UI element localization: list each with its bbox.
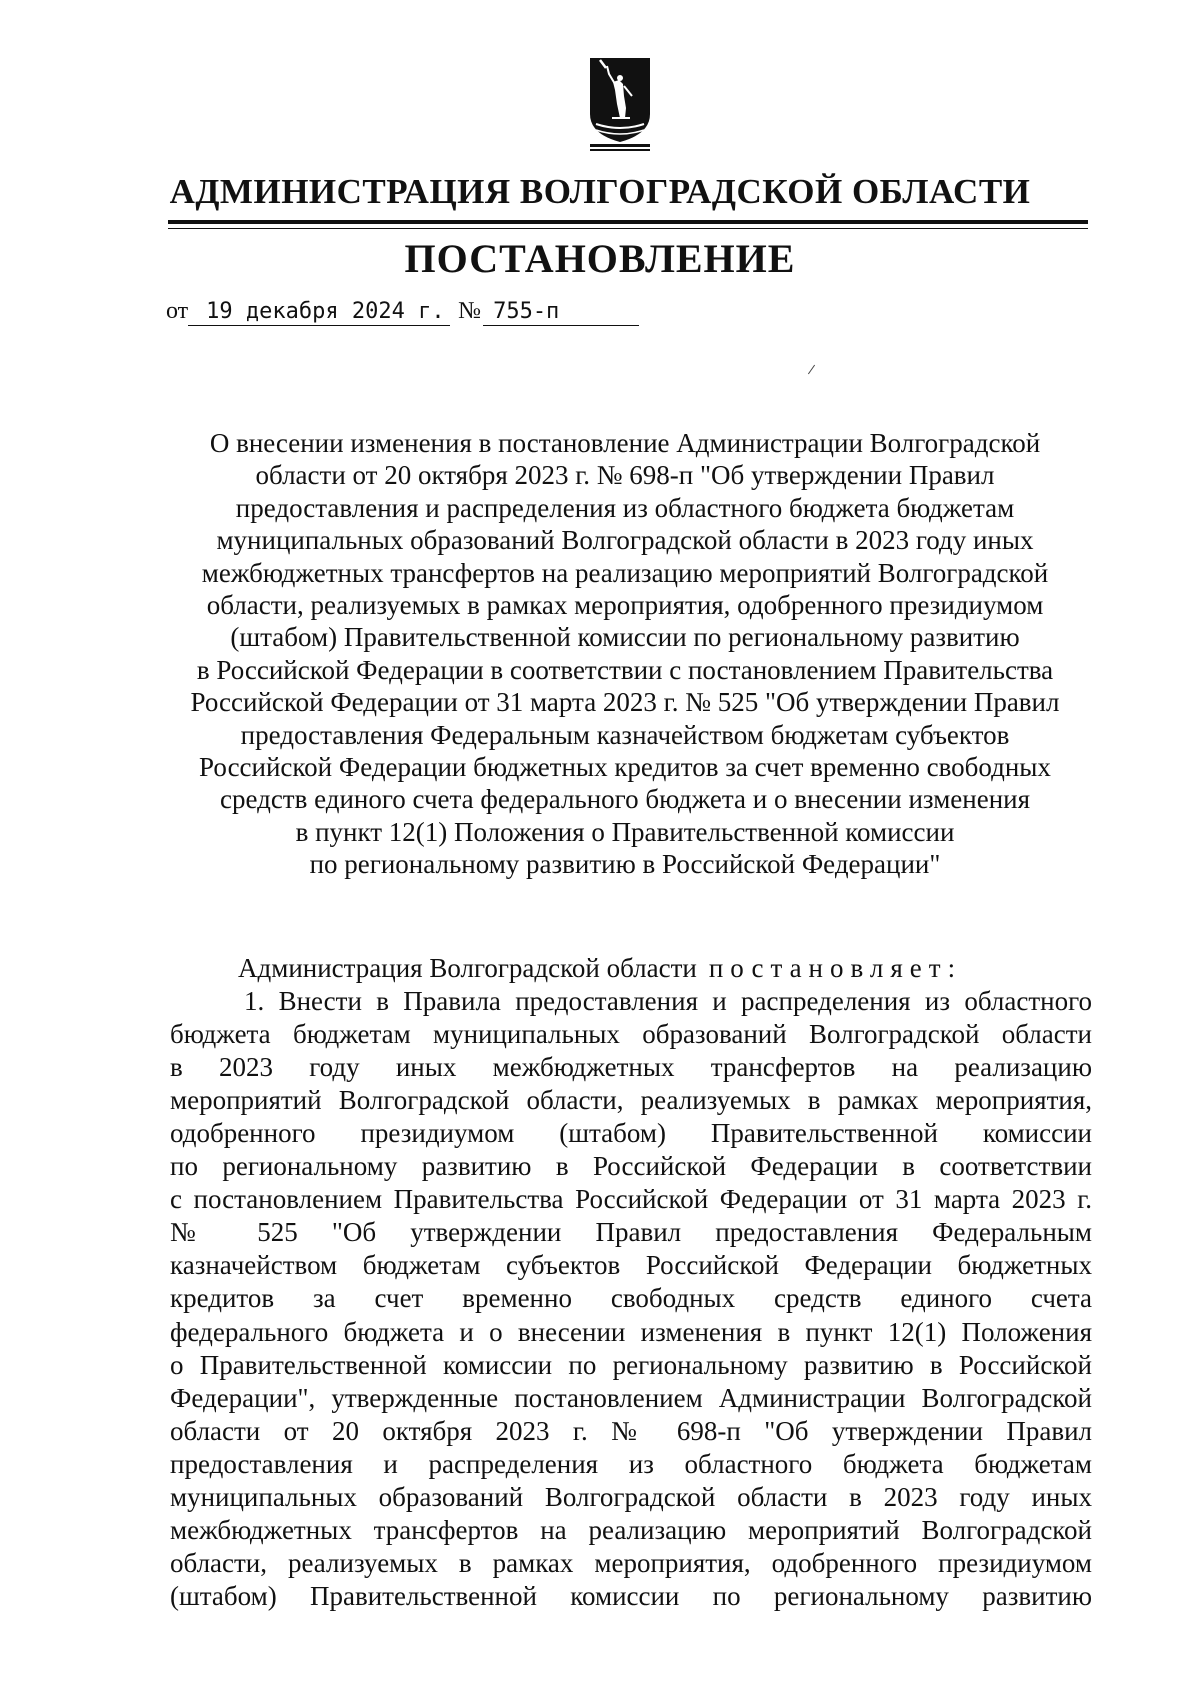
- document-body: [170, 952, 1092, 1613]
- item-line: [170, 985, 1092, 1018]
- item-line: предоставления и распределения из областного бюджета бюджетам: [170, 1448, 1092, 1479]
- item-line: (штабом) Правительственной комиссии по региональному развитию: [170, 1580, 1092, 1611]
- subject-line: предоставления Федеральным казначейством бюджетам субъектов: [240, 719, 1010, 750]
- subject-line: в пункт 12(1) Положения о Правительственной комиссии: [295, 816, 955, 847]
- subject-line: (штабом) Правительственной комиссии по региональному развитию: [230, 622, 1020, 653]
- header-divider-thin: [168, 228, 1088, 229]
- item-line: № 525 "Об утверждении Правил предоставления Федеральным: [170, 1217, 1092, 1248]
- date-number-line: [166, 298, 639, 326]
- subject-line: Российской Федерации от 31 марта 2023 г. № 525 "Об утверждении Правил: [190, 687, 1060, 718]
- subject-line: в Российской Федерации в соответствии с постановлением Правительства: [196, 654, 1054, 685]
- item-line: в 2023 году иных межбюджетных трансфертов на реализацию: [170, 1052, 1092, 1083]
- item-line: о Правительственной комиссии по региональному развитию в Российской: [170, 1349, 1092, 1380]
- preamble-text: Администрация Волгоградской области: [238, 953, 697, 983]
- document-type-title: ПОСТАНОВЛЕНИЕ: [404, 236, 796, 281]
- item-line: бюджета бюджетам муниципальных образований Волгоградской области: [170, 1019, 1092, 1050]
- subject-line: межбюджетных трансфертов на реализацию мероприятий Волгоградской: [201, 557, 1049, 588]
- item-line: мероприятий Волгоградской области, реализуемых в рамках мероприятия,: [170, 1085, 1092, 1116]
- item-line: области от 20 октября 2023 г. № 698-п "Об утверждении Правил: [170, 1415, 1092, 1446]
- stray-pen-mark: [808, 365, 815, 375]
- organization-title: АДМИНИСТРАЦИЯ ВОЛГОГРАДСКОЙ ОБЛАСТИ: [169, 172, 1031, 211]
- item-line: по региональному развитию в Российской Федерации в соответствии: [170, 1151, 1092, 1182]
- subject-line: предоставления и распределения из областного бюджета бюджетам: [235, 492, 1015, 523]
- date-prefix: от: [166, 298, 189, 324]
- item-line: одобренного президиумом (штабом) Правительственной комиссии: [170, 1118, 1092, 1149]
- header-divider-thick: [168, 220, 1088, 224]
- subject-line: муниципальных образований Волгоградской области в 2023 году иных: [216, 525, 1034, 556]
- subject-line: области от 20 октября 2023 г. № 698-п "Об утверждении Правил: [255, 460, 995, 491]
- document-number: 755-п: [483, 299, 639, 326]
- number-prefix: №: [458, 298, 482, 324]
- subject-line: О внесении изменения в постановление Администрации Волгоградской: [209, 428, 1041, 458]
- item-line: федерального бюджета и о внесении изменения в пункт 12(1) Положения: [170, 1316, 1092, 1347]
- subject-line: средств единого счета федерального бюджета и о внесении изменения: [219, 784, 1031, 815]
- item-line: с постановлением Правительства Российской Федерации от 31 марта 2023 г.: [170, 1184, 1092, 1215]
- subject-line: по региональному развитию в Российской Федерации": [309, 849, 941, 880]
- item-line: казначейством бюджетам субъектов Российской Федерации бюджетных: [170, 1250, 1092, 1281]
- document-date: 19 декабря 2024 г.: [188, 299, 450, 326]
- coat-of-arms-icon: [588, 56, 652, 152]
- subject-line: области, реализуемых в рамках мероприятия, одобренного президиумом: [206, 590, 1044, 621]
- item-line: области, реализуемых в рамках мероприятия, одобренного президиумом: [170, 1547, 1092, 1578]
- item-line: межбюджетных трансфертов на реализацию мероприятий Волгоградской: [170, 1514, 1092, 1545]
- document-subject: [160, 427, 1090, 881]
- item-line: муниципальных образований Волгоградской области в 2023 году иных: [170, 1481, 1092, 1512]
- preamble-verb: постановляет:: [708, 953, 963, 983]
- subject-line: Российской Федерации бюджетных кредитов за счет временно свободных: [199, 752, 1051, 783]
- item-line: кредитов за счет временно свободных средств единого счета: [170, 1283, 1092, 1314]
- preamble: [170, 952, 1092, 985]
- item-line-text: 1. Внести в Правила предоставления и распределения из областного: [244, 986, 1092, 1017]
- item-line: Федерации", утвержденные постановлением Администрации Волгоградской: [170, 1382, 1092, 1413]
